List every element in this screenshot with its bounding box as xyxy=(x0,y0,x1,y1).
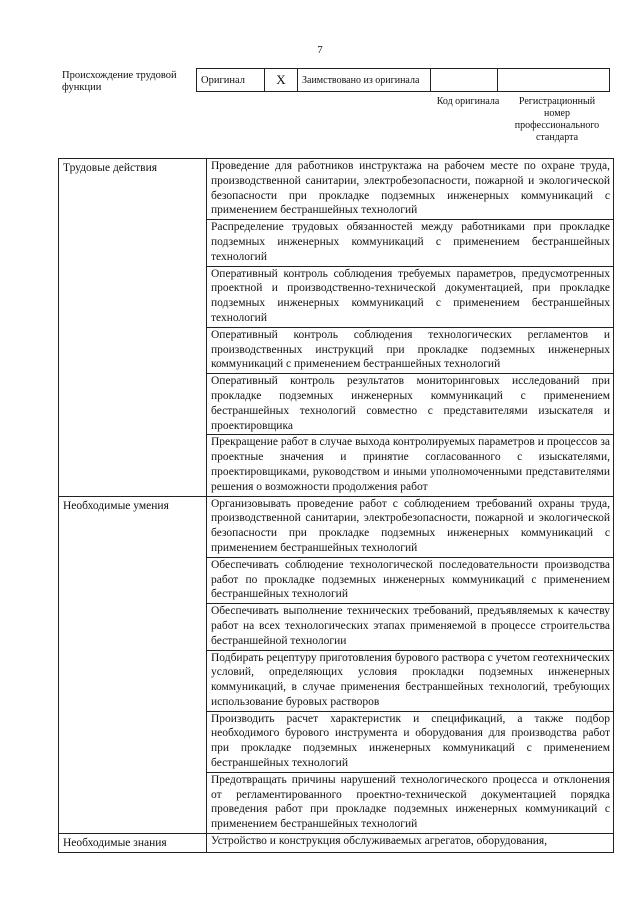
reg-number-label: Регистрационный номер профессионального стандарта xyxy=(514,96,600,143)
origin-table xyxy=(196,68,610,92)
table-row xyxy=(59,496,614,557)
item-text: Организовывать проведение работ с соблюдением требований охраны труда, производственной санитарии, электробезопасности, пожарной и экологической безопасности при прокладке подземных инженерных коммуникаций с применением бестраншейных технологий xyxy=(207,496,614,557)
page-number: 7 xyxy=(317,44,323,56)
item-text: Производить расчет характеристик и спецификаций, а также подбор необходимого бурового инструмента и оборудования для производства работ при прокладке подземных инженерных коммуникаций с применением бестраншейных технологий xyxy=(207,711,614,772)
table-row xyxy=(59,834,614,853)
item-text: Подбирать рецептуру приготовления бурового раствора с учетом геотехнических условий, определяющих условия прокладки подземных инженерных коммуникаций, в случае применения бестраншейных технологий, требующих использование буровых растворов xyxy=(207,650,614,711)
original-mark: X xyxy=(265,69,298,92)
item-text: Устройство и конструкция обслуживаемых агрегатов, оборудования, xyxy=(207,834,614,853)
item-text: Проведение для работников инструктажа на рабочем месте по охране труда, производственной санитарии, электробезопасности, пожарной и экологической безопасности при прокладке подземных инженерных коммуникаций с применением бестраншейных технологий xyxy=(207,159,614,220)
item-text: Обеспечивать соблюдение технологической последовательности производства работ по прокладке подземных инженерных коммуникаций с применением бестраншейных технологий xyxy=(207,557,614,603)
item-text: Прекращение работ в случае выхода контролируемых параметров и процессов за проектные значения и принятие согласованного с изыскателями, проектировщиками, руководством и иными уполномоченными представителями решения о возможности продолжения работ xyxy=(207,435,614,496)
code-cell xyxy=(431,69,498,92)
labor-function-table xyxy=(58,158,614,853)
category-label: Необходимые знания xyxy=(59,834,207,853)
item-text: Оперативный контроль соблюдения технологических регламентов и производственных инструкций при прокладке подземных инженерных коммуникаций с применением бестраншейных технологий xyxy=(207,327,614,373)
borrowed-cell: Заимствовано из оригинала xyxy=(298,69,431,92)
origin-label: Происхождение трудовой функции xyxy=(62,70,177,93)
original-cell: Оригинал xyxy=(197,69,265,92)
item-text: Оперативный контроль результатов мониторинговых исследований при прокладке подземных инженерных коммуникаций с применением бестраншейных технологий совместно с представителями изыскателя и проектировщика xyxy=(207,374,614,435)
category-label: Необходимые умения xyxy=(59,496,207,834)
code-original-label: Код оригинала xyxy=(436,96,500,107)
item-text: Предотвращать причины нарушений технологического процесса и отклонения от регламентированного проектно-технической документацией порядка проведения работ при прокладке подземных инженерных коммуникаций с применением бестраншейных технологий xyxy=(207,772,614,833)
table-row xyxy=(59,159,614,220)
item-text: Распределение трудовых обязанностей между работниками при прокладке подземных инженерных коммуникаций с применением бестраншейных технологий xyxy=(207,220,614,266)
item-text: Обеспечивать выполнение технических требований, предъявляемых к качеству работ на всех технологических этапах применяемой в процессе строительства бестраншейной технологии xyxy=(207,604,614,650)
reg-number-cell xyxy=(498,69,610,92)
item-text: Оперативный контроль соблюдения требуемых параметров, предусмотренных проектной и производственно-технической документацией, при прокладке подземных инженерных коммуникаций с применением бестраншейных технологий xyxy=(207,266,614,327)
category-label: Трудовые действия xyxy=(59,159,207,497)
